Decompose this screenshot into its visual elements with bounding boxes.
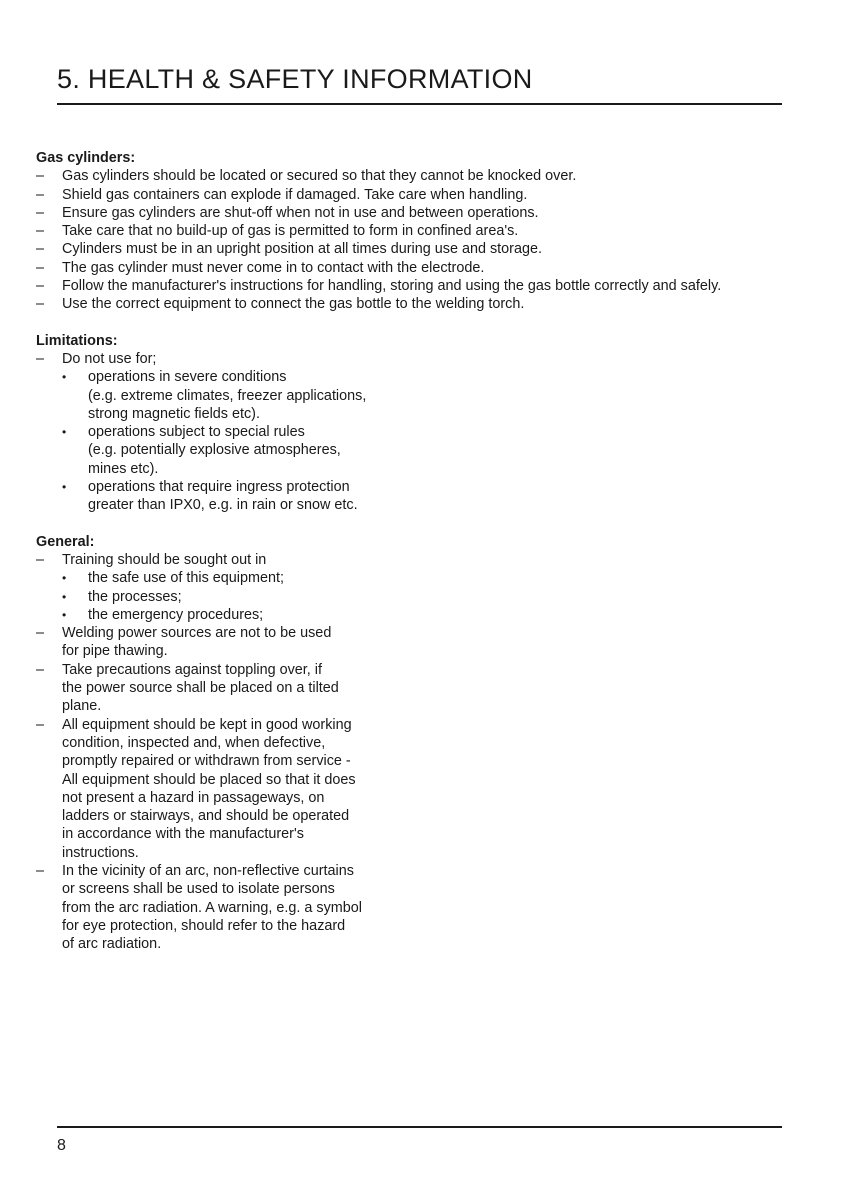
dash-marker: – (36, 186, 45, 203)
item-text: Do not use for; (62, 350, 157, 367)
bullet-marker: • (62, 571, 67, 586)
list-item (36, 240, 836, 258)
limitations-heading: Limitations: (36, 332, 118, 349)
dash-marker: – (36, 168, 45, 185)
page-content (36, 149, 836, 971)
page-title: 5. HEALTH & SAFETY INFORMATION (57, 64, 533, 94)
item-text: in accordance with the manufacturer's (62, 826, 304, 843)
dash-marker: – (36, 862, 45, 879)
list-item (36, 167, 836, 185)
item-text: or screens shall be used to isolate persons (62, 881, 335, 898)
bullet-marker: • (62, 425, 67, 440)
item-text: for pipe thawing. (62, 643, 168, 660)
dash-marker: – (36, 223, 45, 240)
dash-marker: – (36, 716, 45, 733)
item-text: The gas cylinder must never come in to contact with the electrode. (62, 259, 485, 276)
list-item (36, 350, 836, 515)
gas-cylinders-heading: Gas cylinders: (36, 150, 136, 166)
sub-list-item (62, 588, 836, 606)
list-item (36, 551, 836, 624)
item-text: strong magnetic fields etc). (88, 405, 260, 422)
dash-marker: – (36, 241, 45, 258)
item-text: instructions. (62, 844, 139, 861)
item-text: Gas cylinders should be located or secured so that they cannot be knocked over. (62, 168, 577, 185)
item-text: operations that require ingress protection (88, 479, 350, 496)
list-item (36, 624, 836, 661)
footer-rule (57, 1126, 782, 1128)
item-text: plane. (62, 698, 102, 715)
dash-marker: – (36, 259, 45, 276)
gas-cylinders-section (36, 149, 836, 314)
dash-marker: – (36, 551, 45, 568)
item-text: (e.g. extreme climates, freezer applications, (88, 387, 367, 404)
item-text: promptly repaired or withdrawn from service - (62, 753, 351, 770)
item-text: All equipment should be placed so that it does (62, 771, 356, 788)
item-text: Take care that no build-up of gas is permitted to form in confined area's. (62, 223, 519, 240)
item-text: Take precautions against toppling over, if (62, 661, 322, 678)
list-item (36, 222, 836, 240)
item-text: ladders or stairways, and should be operated (62, 808, 350, 825)
general-heading: General: (36, 533, 95, 550)
list-item (36, 295, 836, 313)
item-text: Welding power sources are not to be used (62, 625, 332, 642)
bullet-marker: • (62, 607, 67, 622)
list-item (36, 862, 836, 953)
list-item (36, 204, 836, 222)
item-text: In the vicinity of an arc, non-reflective curtains (62, 862, 354, 879)
item-text: from the arc radiation. A warning, e.g. a symbol (62, 899, 362, 916)
dash-marker: – (36, 350, 45, 367)
item-text: condition, inspected and, when defective, (62, 734, 326, 751)
item-text: Training should be sought out in (62, 551, 267, 568)
sub-list-item (62, 368, 836, 423)
item-text: operations subject to special rules (88, 424, 305, 441)
item-text: All equipment should be kept in good working (62, 716, 352, 733)
item-text: the emergency procedures; (88, 606, 264, 623)
item-text: for eye protection, should refer to the hazard (62, 917, 346, 934)
dash-marker: – (36, 661, 45, 678)
general-section (36, 533, 836, 954)
bullet-marker: • (62, 589, 67, 604)
item-text: the safe use of this equipment; (88, 570, 284, 587)
limitations-section (36, 332, 836, 515)
sub-list-item (62, 478, 836, 515)
page-number: 8 (57, 1137, 66, 1154)
sub-list-item (62, 423, 836, 478)
sub-list-item (62, 606, 836, 624)
item-text: not present a hazard in passageways, on (62, 789, 325, 806)
item-text: Follow the manufacturer's instructions for handling, storing and using the gas bottle correctly and safely. (62, 278, 722, 295)
list-item (36, 259, 836, 277)
bullet-marker: • (62, 480, 67, 495)
item-text: the processes; (88, 588, 182, 605)
list-item (36, 186, 836, 204)
item-text: mines etc). (88, 460, 159, 477)
dash-marker: – (36, 296, 45, 313)
dash-marker: – (36, 278, 45, 295)
list-item (36, 277, 836, 295)
item-text: greater than IPX0, e.g. in rain or snow etc. (88, 497, 358, 514)
header-rule (57, 103, 782, 105)
sub-list-item (62, 569, 836, 587)
item-text: Shield gas containers can explode if damaged. Take care when handling. (62, 186, 528, 203)
item-text: Use the correct equipment to connect the gas bottle to the welding torch. (62, 296, 525, 313)
bullet-marker: • (62, 370, 67, 385)
item-text: of arc radiation. (62, 936, 162, 953)
item-text: the power source shall be placed on a tilted (62, 680, 339, 697)
list-item (36, 661, 836, 716)
item-text: (e.g. potentially explosive atmospheres, (88, 442, 341, 459)
item-text: Ensure gas cylinders are shut-off when not in use and between operations. (62, 204, 539, 221)
dash-marker: – (36, 625, 45, 642)
dash-marker: – (36, 204, 45, 221)
list-item (36, 716, 836, 862)
item-text: Cylinders must be in an upright position at all times during use and storage. (62, 241, 542, 258)
item-text: operations in severe conditions (88, 369, 287, 386)
